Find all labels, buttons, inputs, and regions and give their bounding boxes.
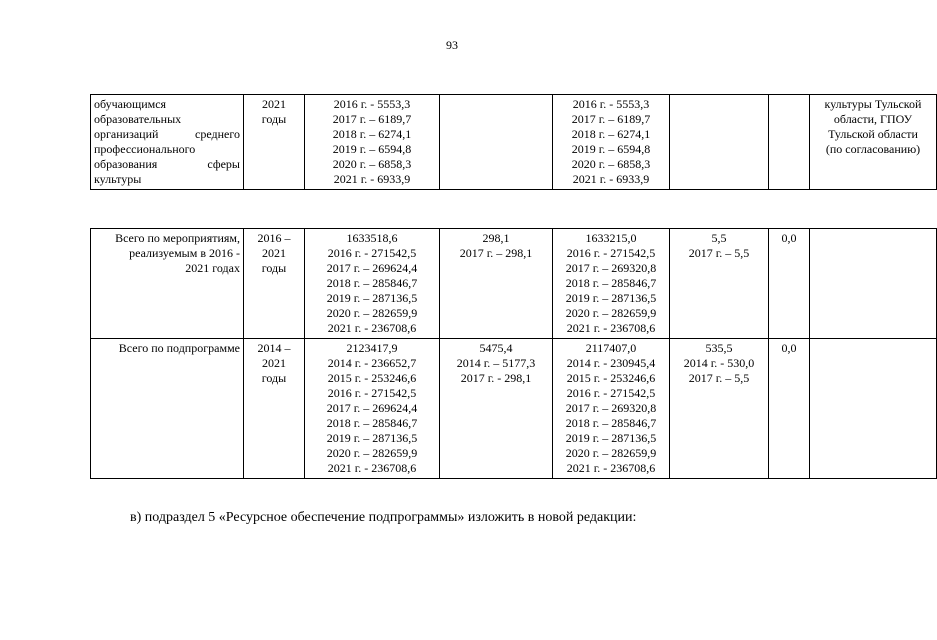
text-line: 2017 г. – 269320,8 [565, 401, 657, 415]
cell-total [305, 339, 440, 479]
text-line: 2014 г. - 530,0 [683, 356, 755, 370]
text-line [94, 157, 240, 172]
text-line: сферы [207, 157, 240, 171]
text-line: 2014 г. - 230945,4 [566, 356, 656, 370]
text-line: 2016 г. - 5553,3 [572, 97, 650, 111]
text-line: 0,0 [781, 231, 797, 245]
text-line: 2017 г. – 269624,4 [326, 261, 418, 275]
text-line: 2014 г. - 236652,7 [327, 356, 417, 370]
cell-executor [810, 229, 937, 339]
text-line: 2021 годах [185, 261, 240, 275]
text-line: 2016 г. - 271542,5 [327, 246, 417, 260]
cell-description [91, 229, 244, 339]
text-line: Тульской области [828, 127, 918, 141]
text-line: 2017 г. – 269624,4 [326, 401, 418, 415]
cell-municipal [670, 229, 769, 339]
text-line: области, ГПОУ [833, 112, 913, 126]
text-line: 2021 г. - 6933,9 [572, 172, 650, 186]
text-line: 2021 [262, 246, 286, 260]
cell-other [769, 339, 810, 479]
cell-executor [810, 339, 937, 479]
text-line: 2015 г. - 253246,6 [566, 371, 656, 385]
text-line: 2020 г. – 282659,9 [565, 446, 657, 460]
text-line: 2021 г. - 236708,6 [566, 461, 656, 475]
cell-municipal [670, 339, 769, 479]
text-line: 2016 г. - 271542,5 [566, 246, 656, 260]
funding-totals-table [90, 228, 937, 479]
text-line: 2015 г. - 253246,6 [327, 371, 417, 385]
cell-regional [553, 95, 670, 190]
text-line: 2018 г. – 285846,7 [565, 276, 657, 290]
text-line: 2018 г. – 6274,1 [332, 127, 412, 141]
text-line: Всего по мероприятиям, [115, 231, 240, 245]
text-line: 2021 г. - 236708,6 [327, 321, 417, 335]
text-line: 2019 г. – 287136,5 [565, 431, 657, 445]
text-line: 2021 г. - 236708,6 [327, 461, 417, 475]
text-line: 2017 г. - 298,1 [460, 371, 532, 385]
text-line: 2021 г. - 6933,9 [333, 172, 411, 186]
section-instruction-text: в) подраздел 5 «Ресурсное обеспечение подпрограммы» изложить в новой редакции: [130, 510, 637, 525]
cell-period [244, 229, 305, 339]
text-line: 2017 г. – 6189,7 [571, 112, 651, 126]
text-line: (по согласованию) [825, 142, 921, 156]
text-line: организаций [94, 127, 159, 141]
text-line: 2020 г. – 282659,9 [565, 306, 657, 320]
text-line: годы [261, 371, 287, 385]
text-line: 2020 г. – 282659,9 [326, 446, 418, 460]
table-row [91, 229, 937, 339]
text-line: 2017 г. – 5,5 [688, 246, 750, 260]
text-line: 2016 – [257, 231, 291, 245]
text-line: 2020 г. – 282659,9 [326, 306, 418, 320]
cell-total [305, 95, 440, 190]
text-line: 2019 г. – 287136,5 [565, 291, 657, 305]
cell-description [91, 95, 244, 190]
text-line: 2017 г. – 5,5 [688, 371, 750, 385]
text-line: 2021 [262, 356, 286, 370]
text-line: 2117407,0 [585, 341, 637, 355]
text-line: культуры Тульской [824, 97, 922, 111]
text-line: 2019 г. – 287136,5 [326, 431, 418, 445]
text-line: годы [261, 261, 287, 275]
cell-executor [810, 95, 937, 190]
cell-total [305, 229, 440, 339]
text-line: 2016 г. - 5553,3 [333, 97, 411, 111]
funding-table-continuation [90, 94, 937, 190]
text-line: 2019 г. – 287136,5 [326, 291, 418, 305]
text-line: культуры [94, 172, 142, 186]
cell-period [244, 95, 305, 190]
text-line: 2019 г. – 6594,8 [332, 142, 412, 156]
cell-federal [440, 339, 553, 479]
page-number: 93 [446, 38, 458, 52]
text-line: обучающимся [94, 97, 167, 111]
text-line [94, 127, 240, 142]
text-line: 5475,4 [479, 341, 513, 355]
cell-description [91, 339, 244, 479]
text-line: 535,5 [705, 341, 733, 355]
text-line: 2017 г. – 6189,7 [332, 112, 412, 126]
text-line: 2017 г. – 269320,8 [565, 261, 657, 275]
text-line: 2014 – [257, 341, 291, 355]
text-line: 2018 г. – 6274,1 [571, 127, 651, 141]
table-row [91, 339, 937, 479]
text-line: 2123417,9 [346, 341, 398, 355]
text-line: среднего [195, 127, 240, 141]
text-line: 2014 г. – 5177,3 [456, 356, 536, 370]
text-line: 5,5 [711, 231, 727, 245]
text-line: 2021 [262, 97, 286, 111]
text-line: 2016 г. - 271542,5 [566, 386, 656, 400]
text-line: Всего по подпрограмме [118, 341, 240, 355]
cell-period [244, 339, 305, 479]
text-line: 0,0 [781, 341, 797, 355]
text-line: образовательных [94, 112, 182, 126]
text-line: 2018 г. – 285846,7 [565, 416, 657, 430]
text-line: образования [94, 157, 158, 171]
cell-federal [440, 95, 553, 190]
text-line: 2018 г. – 285846,7 [326, 276, 418, 290]
text-line: 2019 г. – 6594,8 [571, 142, 651, 156]
table-row [91, 95, 937, 190]
text-line: 2016 г. - 271542,5 [327, 386, 417, 400]
text-line: 2018 г. – 285846,7 [326, 416, 418, 430]
cell-other [769, 95, 810, 190]
cell-federal [440, 229, 553, 339]
cell-regional [553, 229, 670, 339]
text-line: 298,1 [482, 231, 510, 245]
text-line: 2017 г. – 298,1 [459, 246, 533, 260]
text-line: 2020 г. – 6858,3 [332, 157, 412, 171]
text-line: профессионального [94, 142, 196, 156]
cell-other [769, 229, 810, 339]
cell-municipal [670, 95, 769, 190]
text-line: 2020 г. – 6858,3 [571, 157, 651, 171]
text-line: 2021 г. - 236708,6 [566, 321, 656, 335]
text-line: 1633518,6 [346, 231, 398, 245]
text-line: годы [261, 112, 287, 126]
cell-regional [553, 339, 670, 479]
text-line: 1633215,0 [585, 231, 637, 245]
text-line: реализуемым в 2016 - [129, 246, 240, 260]
